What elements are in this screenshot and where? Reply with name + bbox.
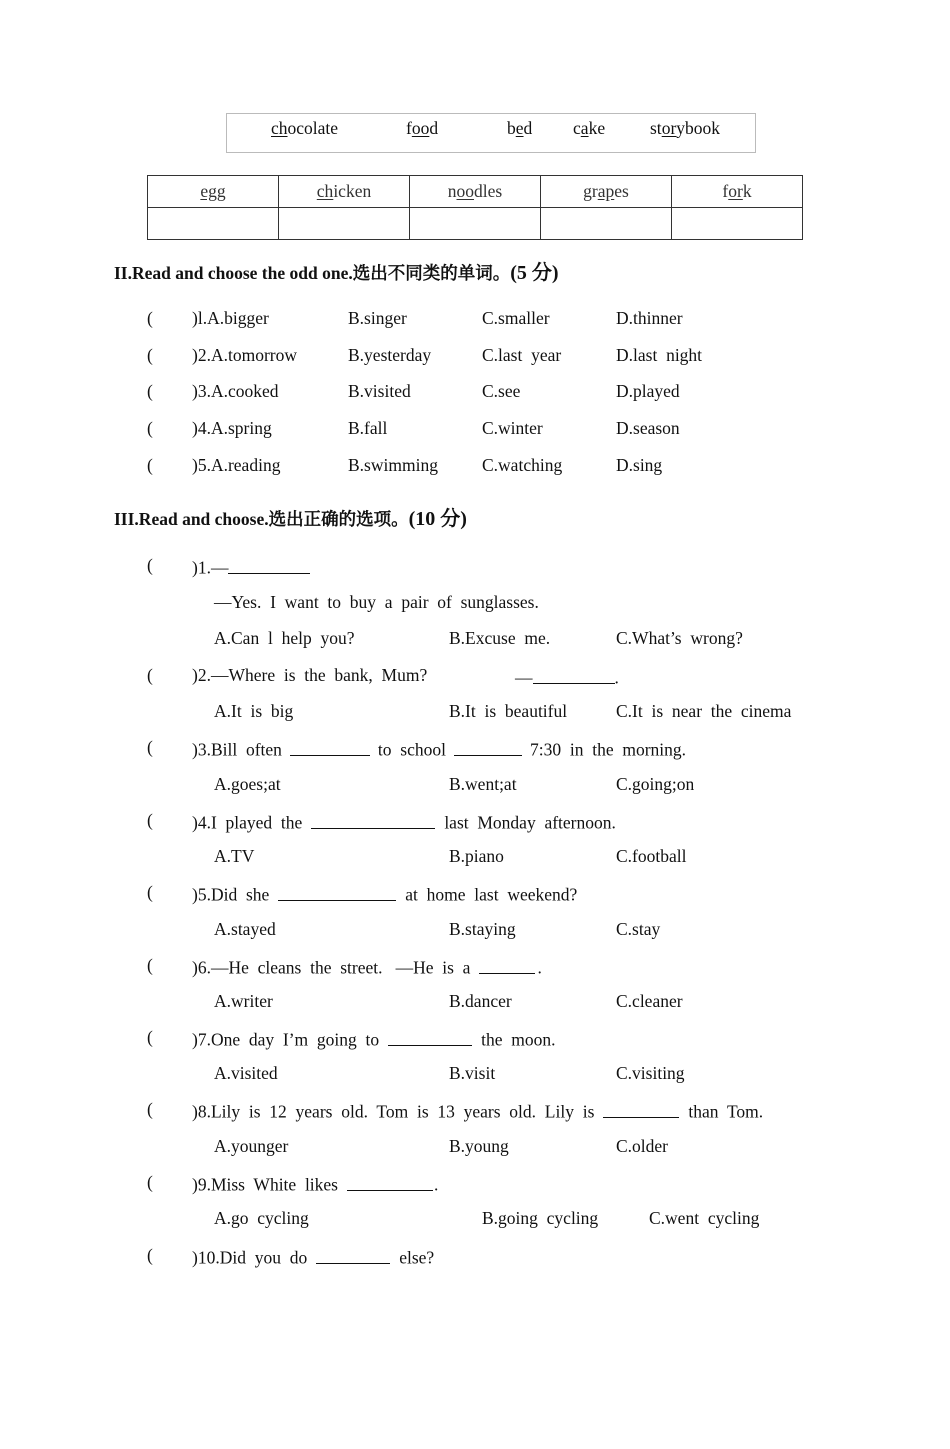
option-d: D.played (616, 381, 680, 401)
fill-blank[interactable] (533, 665, 615, 684)
option-c: C.football (616, 846, 687, 866)
option-a: A.Can l help you? (214, 628, 355, 648)
question-1: )1.— (192, 555, 316, 579)
word-food: food (406, 118, 439, 138)
answer-cell[interactable] (672, 208, 803, 240)
option-c: C.see (482, 381, 521, 401)
fill-blank[interactable] (228, 555, 310, 574)
option-b: B.singer (348, 308, 407, 328)
fill-blank[interactable] (290, 737, 370, 756)
option-b: B.visit (449, 1063, 496, 1083)
option-a: A.writer (214, 991, 273, 1011)
question-stem: )l.A.bigger (192, 308, 269, 328)
question-5: )5.Did she at home last weekend? (192, 882, 577, 906)
option-b: B.young (449, 1136, 509, 1156)
table-header-egg: egg (148, 176, 279, 208)
question-6: )6.—He cleans the street. —He is a . (192, 955, 542, 979)
option-c: C.went cycling (649, 1208, 760, 1228)
option-c: C.What’s wrong? (616, 628, 743, 648)
option-b: B.It is beautiful (449, 701, 568, 721)
option-d: D.thinner (616, 308, 683, 328)
fill-blank[interactable] (347, 1172, 433, 1191)
option-b: B.dancer (449, 991, 512, 1011)
answer-paren[interactable]: ( (147, 955, 153, 975)
answer-paren[interactable]: ( (147, 1172, 153, 1192)
answer-paren[interactable]: ( (147, 381, 153, 401)
phonics-table (147, 175, 803, 240)
option-c: C.watching (482, 455, 563, 475)
option-c: C.last year (482, 345, 562, 365)
answer-paren[interactable]: ( (147, 737, 153, 757)
question-1-reply: —Yes. I want to buy a pair of sunglasses. (214, 592, 539, 612)
option-b: B.staying (449, 919, 516, 939)
answer-paren[interactable]: ( (147, 882, 153, 902)
question-stem: )5.A.reading (192, 455, 281, 475)
answer-cell[interactable] (410, 208, 541, 240)
question-stem: )4.A.spring (192, 418, 272, 438)
answer-paren[interactable]: ( (147, 345, 153, 365)
answer-cell[interactable] (148, 208, 279, 240)
word-storybook: storybook (650, 118, 721, 138)
table-header-row (148, 176, 803, 208)
option-c: C.going;on (616, 774, 695, 794)
word-bed: bed (507, 118, 533, 138)
answer-paren[interactable]: ( (147, 1245, 153, 1265)
fill-blank[interactable] (479, 955, 535, 974)
option-c: C.smaller (482, 308, 550, 328)
question-10: )10.Did you do else? (192, 1245, 434, 1269)
table-header-fork: fork (672, 176, 803, 208)
option-c: C.It is near the cinema (616, 701, 792, 721)
option-b: B.fall (348, 418, 388, 438)
section2-title: II.Read and choose the odd one.选出不同类的单词。(5 分) (114, 262, 559, 284)
question-stem: )3.A.cooked (192, 381, 279, 401)
question-3: )3.Bill often to school 7:30 in the morning. (192, 737, 686, 761)
option-c: C.stay (616, 919, 661, 939)
option-b: B.swimming (348, 455, 438, 475)
option-d: D.sing (616, 455, 663, 475)
fill-blank[interactable] (388, 1027, 472, 1046)
option-a: A.go cycling (214, 1208, 309, 1228)
option-b: B.yesterday (348, 345, 432, 365)
word-cake: cake (573, 118, 606, 138)
fill-blank[interactable] (454, 737, 522, 756)
question-9: )9.Miss White likes . (192, 1172, 438, 1196)
question-2: )2.—Where is the bank, Mum? (192, 665, 428, 685)
option-b: B.piano (449, 846, 504, 866)
answer-cell[interactable] (541, 208, 672, 240)
option-a: A.TV (214, 846, 255, 866)
option-a: A.goes;at (214, 774, 281, 794)
answer-paren[interactable]: ( (147, 1099, 153, 1119)
question-stem: )2.A.tomorrow (192, 345, 297, 365)
answer-paren[interactable]: ( (147, 810, 153, 830)
fill-blank[interactable] (316, 1245, 390, 1264)
option-b: B.went;at (449, 774, 517, 794)
option-c: C.older (616, 1136, 669, 1156)
option-b: B.Excuse me. (449, 628, 551, 648)
option-a: A.It is big (214, 701, 294, 721)
option-a: A.stayed (214, 919, 276, 939)
question-2-answer: — . (515, 665, 619, 689)
word-box (226, 113, 756, 153)
option-c: C.winter (482, 418, 543, 438)
answer-paren[interactable]: ( (147, 455, 153, 475)
option-c: C.visiting (616, 1063, 685, 1083)
option-c: C.cleaner (616, 991, 683, 1011)
option-d: D.season (616, 418, 680, 438)
fill-blank[interactable] (278, 882, 396, 901)
option-b: B.visited (348, 381, 411, 401)
answer-paren[interactable]: ( (147, 555, 153, 575)
option-a: A.younger (214, 1136, 289, 1156)
table-header-grapes: grapes (541, 176, 672, 208)
option-a: A.visited (214, 1063, 278, 1083)
answer-paren[interactable]: ( (147, 1027, 153, 1047)
table-answer-row (148, 208, 803, 240)
table-header-noodles: noodles (410, 176, 541, 208)
fill-blank[interactable] (603, 1099, 679, 1118)
option-b: B.going cycling (482, 1208, 599, 1228)
answer-paren[interactable]: ( (147, 665, 153, 685)
answer-cell[interactable] (279, 208, 410, 240)
question-7: )7.One day I’m going to the moon. (192, 1027, 556, 1051)
section3-title: III.Read and choose.选出正确的选项。(10 分) (114, 508, 467, 530)
answer-paren[interactable]: ( (147, 308, 153, 328)
answer-paren[interactable]: ( (147, 418, 153, 438)
question-4: )4.I played the last Monday afternoon. (192, 810, 616, 834)
option-d: D.last night (616, 345, 703, 365)
word-chocolate: chocolate (271, 118, 339, 138)
table-header-chicken: chicken (279, 176, 410, 208)
question-8: )8.Lily is 12 years old. Tom is 13 years old. Lily is than Tom. (192, 1099, 763, 1123)
fill-blank[interactable] (311, 810, 435, 829)
